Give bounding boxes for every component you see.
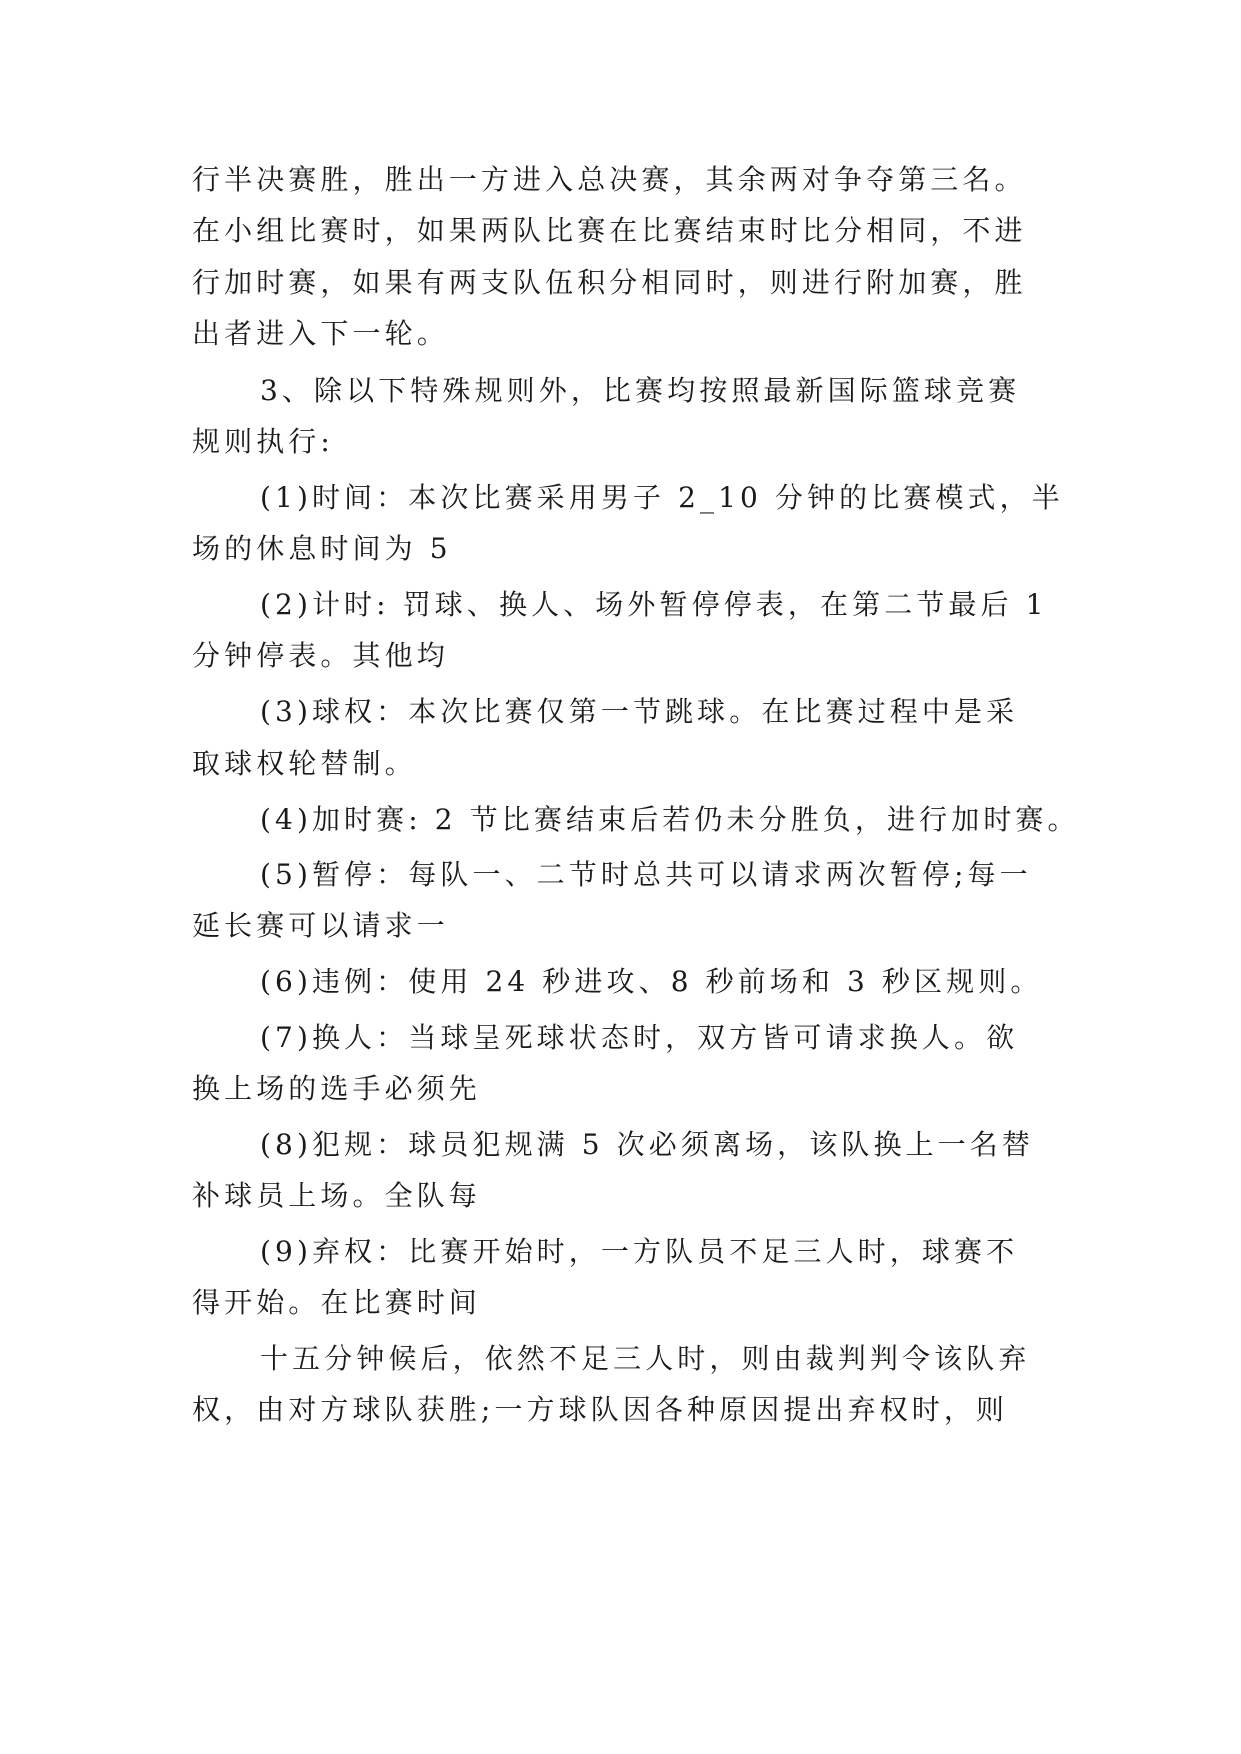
- text-line: 场的休息时间为 5: [192, 532, 452, 565]
- text-line: (8)犯规：球员犯规满 5 次必须离场，该队换上一名替: [260, 1128, 1034, 1161]
- text-line: (7)换人：当球呈死球状态时，双方皆可请求换人。欲: [260, 1021, 1019, 1054]
- text-line: 延长赛可以请求一: [192, 909, 449, 942]
- text-line: 3、除以下特殊规则外，比赛均按照最新国际篮球竞赛: [260, 374, 1021, 407]
- text-line: (9)弃权：比赛开始时，一方队员不足三人时，球赛不: [260, 1235, 1019, 1268]
- text-line: (3)球权：本次比赛仅第一节跳球。在比赛过程中是采: [260, 695, 1019, 728]
- text-line: 在小组比赛时，如果两队比赛在比赛结束时比分相同，不进: [192, 214, 1027, 247]
- text-line: 规则执行:: [192, 425, 334, 458]
- text-line: 权，由对方球队获胜;一方球队因各种原因提出弃权时，则: [192, 1393, 1009, 1426]
- text-line: (5)暂停：每队一、二节时总共可以请求两次暂停;每一: [260, 858, 1032, 891]
- text-line: 行加时赛，如果有两支队伍积分相同时，则进行附加赛，胜: [192, 266, 1027, 299]
- text-line: (4)加时赛: 2 节比赛结束后若仍未分胜负，进行加时赛。: [260, 803, 1080, 836]
- text-line: (6)违例：使用 24 秒进攻、8 秒前场和 3 秒区规则。: [260, 965, 1043, 998]
- text-line: 行半决赛胜，胜出一方进入总决赛，其余两对争夺第三名。: [192, 163, 1027, 196]
- text-line: 得开始。在比赛时间: [192, 1286, 481, 1319]
- text-line: (1)时间：本次比赛采用男子 2_10 分钟的比赛模式，半: [260, 481, 1064, 514]
- text-line: 补球员上场。全队每: [192, 1179, 481, 1212]
- text-line: 取球权轮替制。: [192, 747, 417, 780]
- text-line: 分钟停表。其他均: [192, 639, 449, 672]
- text-line: 出者进入下一轮。: [192, 317, 449, 350]
- text-line: 换上场的选手必须先: [192, 1072, 481, 1105]
- text-line: (2)计时: 罚球、换人、场外暂停停表，在第二节最后 1: [260, 588, 1048, 621]
- text-line: 十五分钟候后，依然不足三人时，则由裁判判令该队弃: [260, 1342, 1031, 1375]
